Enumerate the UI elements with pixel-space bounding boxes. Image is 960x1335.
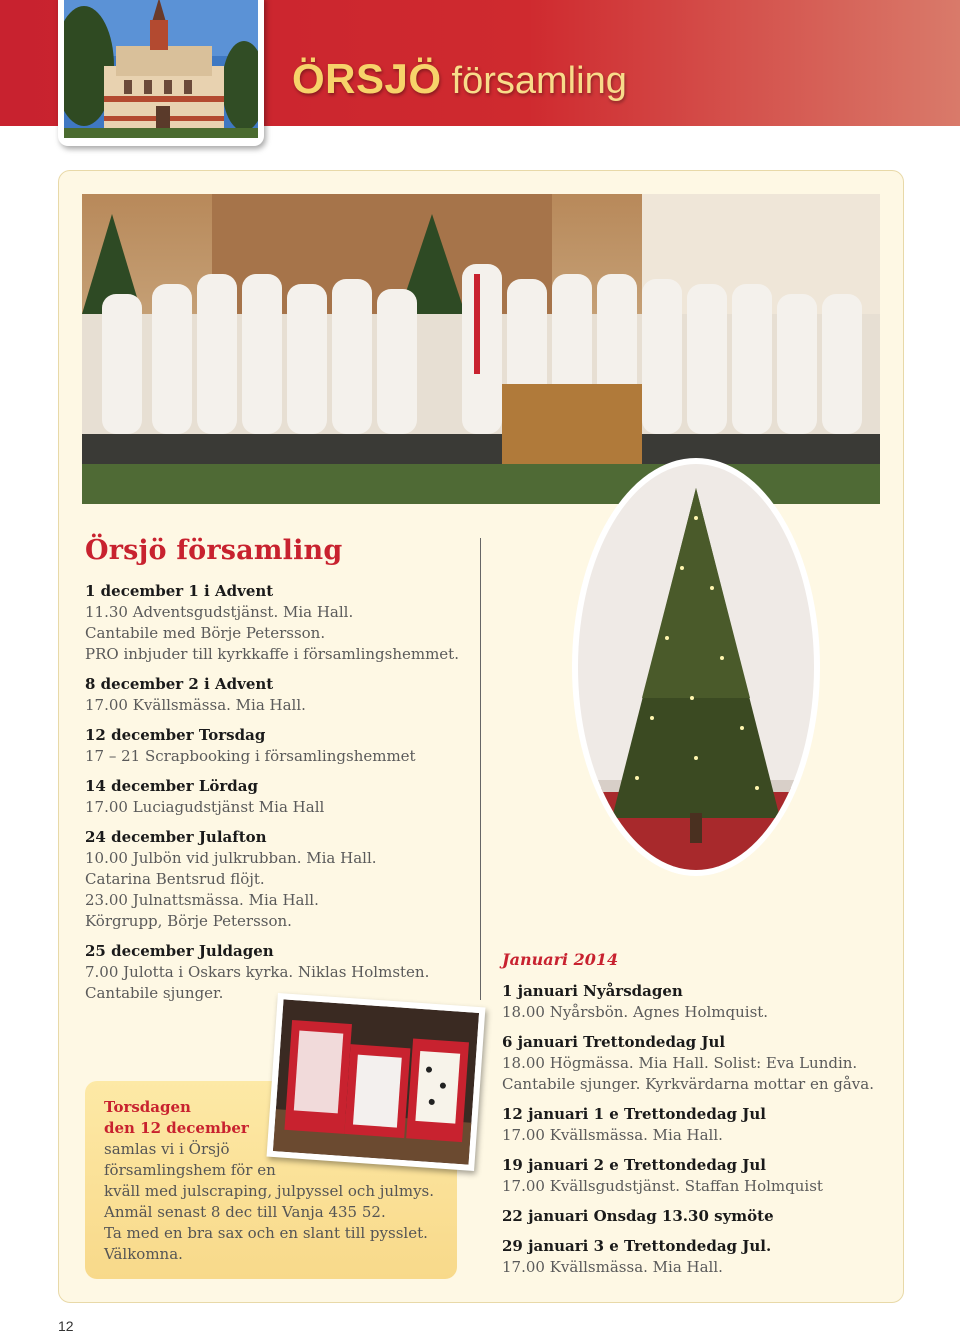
event-line: 7.00 Julotta i Oskars kyrka. Niklas Holmsten. xyxy=(85,963,430,981)
event-title: 24 december Julafton xyxy=(85,828,267,846)
event-line: 17.00 Kvällsgudstjänst. Staffan Holmquist xyxy=(502,1177,823,1195)
event-title: 12 januari 1 e Trettondedag Jul xyxy=(502,1105,766,1123)
event-line: Cantabile med Börje Petersson. xyxy=(85,624,326,642)
section-heading: Örsjö församling xyxy=(85,535,343,566)
event-item xyxy=(85,776,485,818)
note-highlight: Torsdagen xyxy=(104,1098,191,1116)
event-item xyxy=(502,1236,892,1278)
event-item xyxy=(85,827,485,932)
note-line: Ta med en bra sax och en slant till pysslet. xyxy=(104,1224,428,1242)
january-heading: Januari 2014 xyxy=(502,950,619,969)
page-number: 12 xyxy=(58,1318,74,1334)
event-line: PRO inbjuder till kyrkkaffe i församlingshemmet. xyxy=(85,645,459,663)
event-title: 14 december Lördag xyxy=(85,777,258,795)
event-line: 18.00 Nyårsbön. Agnes Holmquist. xyxy=(502,1003,769,1021)
info-note xyxy=(104,1097,454,1265)
event-line: Catarina Bentsrud flöjt. xyxy=(85,870,265,888)
christmas-tree-photo xyxy=(572,458,820,876)
event-line: Körgrupp, Börje Petersson. xyxy=(85,912,292,930)
event-title: 1 december 1 i Advent xyxy=(85,582,274,600)
event-item xyxy=(502,1155,892,1197)
event-item xyxy=(85,725,485,767)
event-line: 17.00 Kvällsmässa. Mia Hall. xyxy=(502,1258,723,1276)
event-item xyxy=(85,581,485,665)
event-item xyxy=(502,981,892,1023)
event-line: Cantabile sjunger. Kyrkvärdarna mottar en gåva. xyxy=(502,1075,874,1093)
note-line: kväll med julscraping, julpyssel och julmys. xyxy=(104,1182,435,1200)
event-line: 11.30 Adventsgudstjänst. Mia Hall. xyxy=(85,603,354,621)
page-title xyxy=(292,54,627,114)
event-line: 17 – 21 Scrapbooking i församlingshemmet xyxy=(85,747,416,765)
event-line: 23.00 Julnattsmässa. Mia Hall. xyxy=(85,891,319,909)
event-line: 18.00 Högmässa. Mia Hall. Solist: Eva Lundin. xyxy=(502,1054,858,1072)
title-bold: ÖRSJÖ xyxy=(292,55,442,102)
event-item xyxy=(502,1104,892,1146)
event-title: 12 december Torsdag xyxy=(85,726,266,744)
event-title: 1 januari Nyårsdagen xyxy=(502,982,683,1000)
note-line: samlas vi i Örsjö xyxy=(104,1140,230,1158)
event-title: 6 januari Trettondedag Jul xyxy=(502,1033,726,1051)
event-title: 29 januari 3 e Trettondedag Jul. xyxy=(502,1237,772,1255)
event-line: 17.00 Luciagudstjänst Mia Hall xyxy=(85,798,325,816)
event-title: 8 december 2 i Advent xyxy=(85,675,274,693)
event-title: 22 januari Onsdag 13.30 symöte xyxy=(502,1207,774,1225)
note-line: Välkomna. xyxy=(104,1245,183,1263)
title-light: församling xyxy=(451,60,627,102)
event-item xyxy=(502,1206,892,1227)
event-item xyxy=(502,1032,892,1095)
note-line: församlingshem för en xyxy=(104,1161,276,1179)
event-title: 25 december Juldagen xyxy=(85,942,274,960)
note-line: Anmäl senast 8 dec till Vanja 435 52. xyxy=(104,1203,386,1221)
event-title: 19 januari 2 e Trettondedag Jul xyxy=(502,1156,766,1174)
event-item xyxy=(85,674,485,716)
january-events xyxy=(502,981,892,1287)
event-line: 10.00 Julbön vid julkrubban. Mia Hall. xyxy=(85,849,377,867)
note-highlight: den 12 december xyxy=(104,1119,249,1137)
event-line: Cantabile sjunger. xyxy=(85,984,224,1002)
church-photo xyxy=(58,0,264,146)
event-line: 17.00 Kvällsmässa. Mia Hall. xyxy=(85,696,306,714)
december-events xyxy=(85,581,485,1013)
event-line: 17.00 Kvällsmässa. Mia Hall. xyxy=(502,1126,723,1144)
